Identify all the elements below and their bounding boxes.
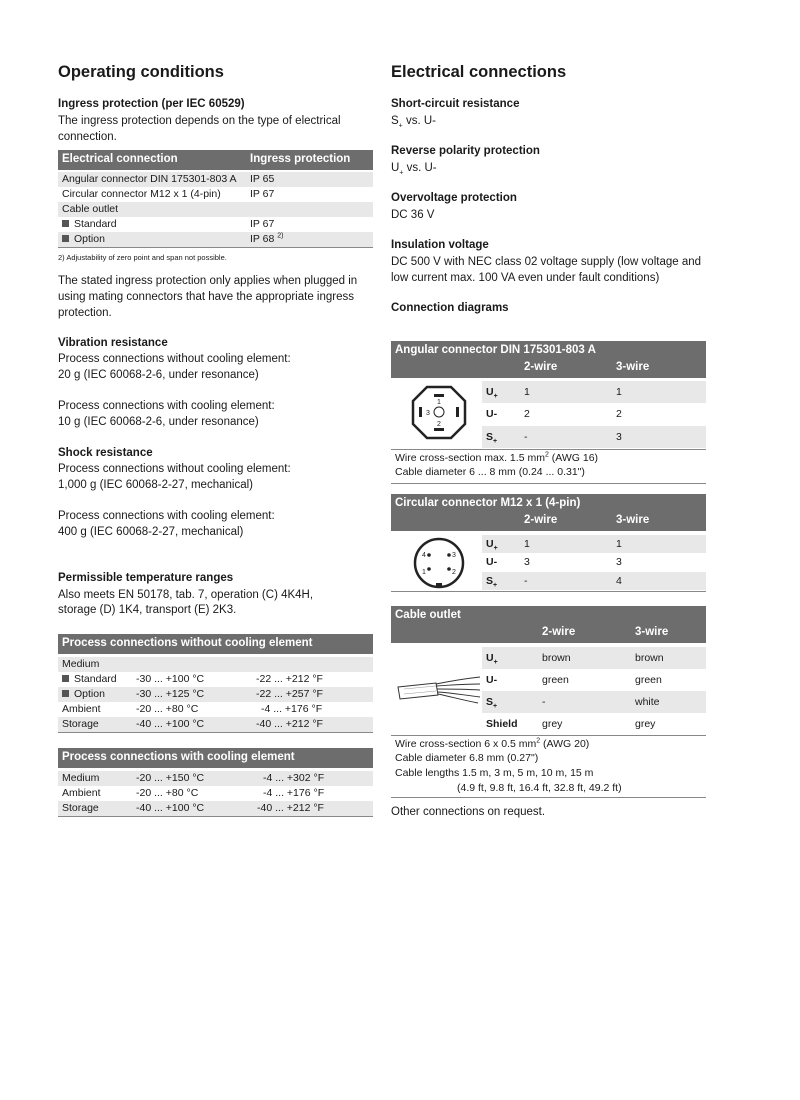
row-celsius: -40 ... +100 °C	[136, 718, 205, 730]
pin-1-mark	[434, 394, 444, 397]
table-row	[58, 657, 373, 672]
row-label: Ambient	[62, 703, 101, 715]
angular-connector-pin-icon	[409, 385, 469, 440]
table-row	[482, 647, 706, 669]
pin-3-wire: 2	[616, 408, 622, 420]
pin-2-wire: 1	[524, 538, 530, 550]
row-label: Option	[62, 232, 105, 247]
row-label: Standard	[62, 672, 117, 687]
pin-label: U-	[486, 674, 498, 686]
ingress-table-header	[58, 150, 373, 170]
row-label: Angular connector DIN 175301-803 A	[62, 173, 237, 185]
wire-color-3-wire: green	[635, 674, 662, 686]
row-label: Medium	[62, 658, 100, 670]
table-title: Angular connector DIN 175301-803 A	[395, 344, 596, 356]
row-label: Option	[62, 687, 105, 702]
pin-3-dot	[447, 553, 451, 557]
temperature-heading: Permissible temperature ranges	[58, 572, 234, 584]
table-row	[482, 535, 706, 553]
row-celsius: -20 ... +150 °C	[136, 772, 205, 784]
table-row	[58, 801, 373, 816]
table-row	[58, 771, 373, 786]
pin-2-wire: -	[524, 431, 528, 443]
vibration-heading: Vibration resistance	[58, 337, 168, 349]
col-3-wire: 3-wire	[635, 626, 669, 638]
table-row	[482, 403, 706, 425]
row-fahrenheit: -40 ... +212 °F	[256, 718, 323, 730]
pin-2-mark	[434, 428, 444, 431]
shock-heading: Shock resistance	[58, 447, 153, 459]
pin-1-label: 1	[422, 569, 426, 576]
temperature-line: Also meets EN 50178, tab. 7, operation (C) 4K4H,	[58, 589, 314, 601]
temp-table-with-cooling-header	[58, 748, 373, 768]
table-row	[58, 702, 373, 717]
row-value: IP 65	[250, 173, 275, 185]
ingress-after-text: The stated ingress protection only applies when plugged in using mating connectors that have the appropriate ingress protection.	[58, 275, 358, 319]
temperature-line: storage (D) 1K4, transport (E) 2K3.	[58, 604, 237, 616]
electrical-connections-title: Electrical connections	[391, 63, 567, 81]
row-label: Cable outlet	[62, 203, 119, 215]
row-fahrenheit: -40 ... +212 °F	[257, 802, 324, 814]
table-row	[58, 717, 373, 732]
pin-3-mark	[419, 407, 422, 417]
table-row	[482, 669, 706, 691]
row-fahrenheit: -4 ... +302 °F	[263, 772, 325, 784]
ingress-col-connection: Electrical connection	[62, 153, 178, 165]
col-3-wire: 3-wire	[616, 361, 650, 373]
table-row	[482, 572, 706, 590]
insulation-heading: Insulation voltage	[391, 239, 489, 251]
wire-color-3-wire: brown	[635, 652, 664, 664]
row-value: IP 67	[250, 188, 275, 200]
overvoltage-text: DC 36 V	[391, 209, 435, 221]
row-fahrenheit: -22 ... +212 °F	[256, 673, 323, 685]
pin-label: U-	[486, 408, 498, 420]
pin-label: $S_+$	[486, 575, 498, 590]
table-row	[58, 687, 373, 702]
wire-color-2-wire: green	[542, 674, 569, 686]
col-2-wire: 2-wire	[524, 361, 558, 373]
table-row	[58, 187, 373, 202]
row-celsius: -30 ... +100 °C	[136, 673, 205, 685]
bullet-square-icon	[62, 220, 69, 227]
row-label: Standard	[62, 217, 117, 232]
table-title: Process connections without cooling element	[62, 637, 313, 649]
table-row	[58, 672, 373, 687]
row-celsius: -30 ... +125 °C	[136, 688, 205, 700]
circular-connector-header	[391, 494, 706, 531]
row-label: Circular connector M12 x 1 (4-pin)	[62, 188, 221, 200]
reverse-polarity-heading: Reverse polarity protection	[391, 145, 540, 157]
vibration-line: 10 g (IEC 60068-2-6, under resonance)	[58, 416, 259, 428]
row-value: IP 67	[250, 218, 275, 230]
table-row	[482, 713, 706, 735]
row-celsius: -40 ... +100 °C	[136, 802, 205, 814]
row-label: Storage	[62, 718, 99, 730]
table-row	[58, 172, 373, 187]
pin-3-wire: 1	[616, 386, 622, 398]
ingress-heading: Ingress protection (per IEC 60529)	[58, 98, 245, 110]
table-row	[482, 426, 706, 448]
wire-color-3-wire: white	[635, 696, 660, 708]
key-notch	[436, 583, 442, 587]
pin-2-wire: 1	[524, 386, 530, 398]
pin-label: U-	[486, 556, 498, 568]
pin-3-wire: 3	[616, 556, 622, 568]
bullet-square-icon	[62, 690, 69, 697]
connection-diagrams-heading: Connection diagrams	[391, 302, 509, 314]
row-celsius: -20 ... +80 °C	[136, 787, 199, 799]
pin-4-label: 4	[422, 552, 426, 559]
row-fahrenheit: -22 ... +257 °F	[256, 688, 323, 700]
pin-label: $S_+$	[486, 431, 498, 446]
pin-3-wire: 4	[616, 575, 622, 587]
reverse-polarity-text: $U_+$ vs. U-	[391, 162, 437, 177]
angular-connector-header	[391, 341, 706, 378]
pin-3-label: 3	[452, 552, 456, 559]
pin-1-label: 1	[437, 399, 441, 406]
table-row	[482, 691, 706, 713]
overvoltage-heading: Overvoltage protection	[391, 192, 517, 204]
pin-2-label: 2	[437, 421, 441, 428]
table-row	[58, 217, 373, 232]
temp-table-without-cooling-header	[58, 634, 373, 654]
row-fahrenheit: -4 ... +176 °F	[263, 787, 325, 799]
bullet-square-icon	[62, 235, 69, 242]
table-title: Cable outlet	[395, 609, 461, 621]
pin-3-wire: 3	[616, 431, 622, 443]
ground-mark	[456, 407, 459, 417]
wire-color-3-wire: grey	[635, 718, 656, 730]
pin-2-wire: 3	[524, 556, 530, 568]
shock-line: Process connections with cooling element:	[58, 510, 275, 522]
pin-2-wire: -	[524, 575, 528, 587]
insulation-text: DC 500 V with NEC class 02 voltage supply (low voltage and low current max. 100 VA even under fault conditions)	[391, 256, 702, 284]
table-row	[482, 553, 706, 571]
wire-color-2-wire: brown	[542, 652, 571, 664]
row-label: Ambient	[62, 787, 101, 799]
pin-label: Shield	[486, 718, 518, 730]
col-2-wire: 2-wire	[524, 514, 558, 526]
table-row	[58, 202, 373, 217]
table-row	[58, 786, 373, 801]
vibration-line: Process connections with cooling element:	[58, 400, 275, 412]
ingress-text: The ingress protection depends on the type of electrical connection.	[58, 115, 341, 143]
other-connections-text: Other connections on request.	[391, 806, 546, 818]
shock-line: 400 g (IEC 60068-2-27, mechanical)	[58, 526, 244, 538]
shock-line: 1,000 g (IEC 60068-2-27, mechanical)	[58, 479, 253, 491]
pin-label: $U_+$	[486, 652, 498, 667]
bullet-square-icon	[62, 675, 69, 682]
wire-color-2-wire: -	[542, 696, 546, 708]
col-2-wire: 2-wire	[542, 626, 576, 638]
cable-footnote-4: (4.9 ft, 9.8 ft, 16.4 ft, 32.8 ft, 49.2 ft)	[457, 782, 622, 794]
vibration-line: 20 g (IEC 60068-2-6, under resonance)	[58, 369, 259, 381]
table-row	[58, 232, 373, 247]
row-label: Medium	[62, 772, 100, 784]
cable-footnote-1: Wire cross-section 6 x 0.5 $mm^2$ (AWG 20)	[395, 737, 590, 750]
pin-4-dot	[427, 553, 431, 557]
cable-outlet-header	[391, 606, 706, 643]
operating-conditions-title: Operating conditions	[58, 63, 224, 81]
ingress-footnote: 2) Adjustability of zero point and span not possible.	[58, 253, 227, 262]
pin-3-wire: 1	[616, 538, 622, 550]
wire-color-2-wire: grey	[542, 718, 563, 730]
short-circuit-heading: Short-circuit resistance	[391, 98, 520, 110]
pin-2-label: 2	[452, 569, 456, 576]
col-3-wire: 3-wire	[616, 514, 650, 526]
pin-label: $S_+$	[486, 696, 498, 711]
pin-label: $U_+$	[486, 538, 498, 553]
ingress-col-protection: Ingress protection	[250, 153, 351, 165]
table-row	[482, 381, 706, 403]
circular-connector-pin-icon	[412, 537, 466, 589]
short-circuit-text: $S_+$ vs. U-	[391, 115, 436, 130]
pin-3-label: 3	[426, 410, 430, 417]
table-title: Process connections with cooling element	[62, 751, 295, 763]
row-fahrenheit: -4 ... +176 °F	[261, 703, 323, 715]
vibration-line: Process connections without cooling element:	[58, 353, 291, 365]
angular-footnote-2: Cable diameter 6 ... 8 mm (0.24 ... 0.31")	[395, 466, 585, 478]
table-title: Circular connector M12 x 1 (4-pin)	[395, 497, 581, 509]
cable-wires-icon	[396, 675, 482, 705]
pin-label: $U_+$	[486, 386, 498, 401]
row-value: IP 68 $^{2)}$	[250, 232, 284, 245]
cable-footnote-2: Cable diameter 6.8 mm (0.27")	[395, 752, 539, 764]
angular-footnote-1: Wire cross-section max. 1.5 $mm^2$ (AWG 16)	[395, 451, 599, 464]
pin-2-wire: 2	[524, 408, 530, 420]
pin-2-dot	[447, 567, 451, 571]
shock-line: Process connections without cooling element:	[58, 463, 291, 475]
row-label: Storage	[62, 802, 99, 814]
row-celsius: -20 ... +80 °C	[136, 703, 199, 715]
pin-1-dot	[427, 567, 431, 571]
cable-footnote-3: Cable lengths 1.5 m, 3 m, 5 m, 10 m, 15 m	[395, 767, 594, 779]
